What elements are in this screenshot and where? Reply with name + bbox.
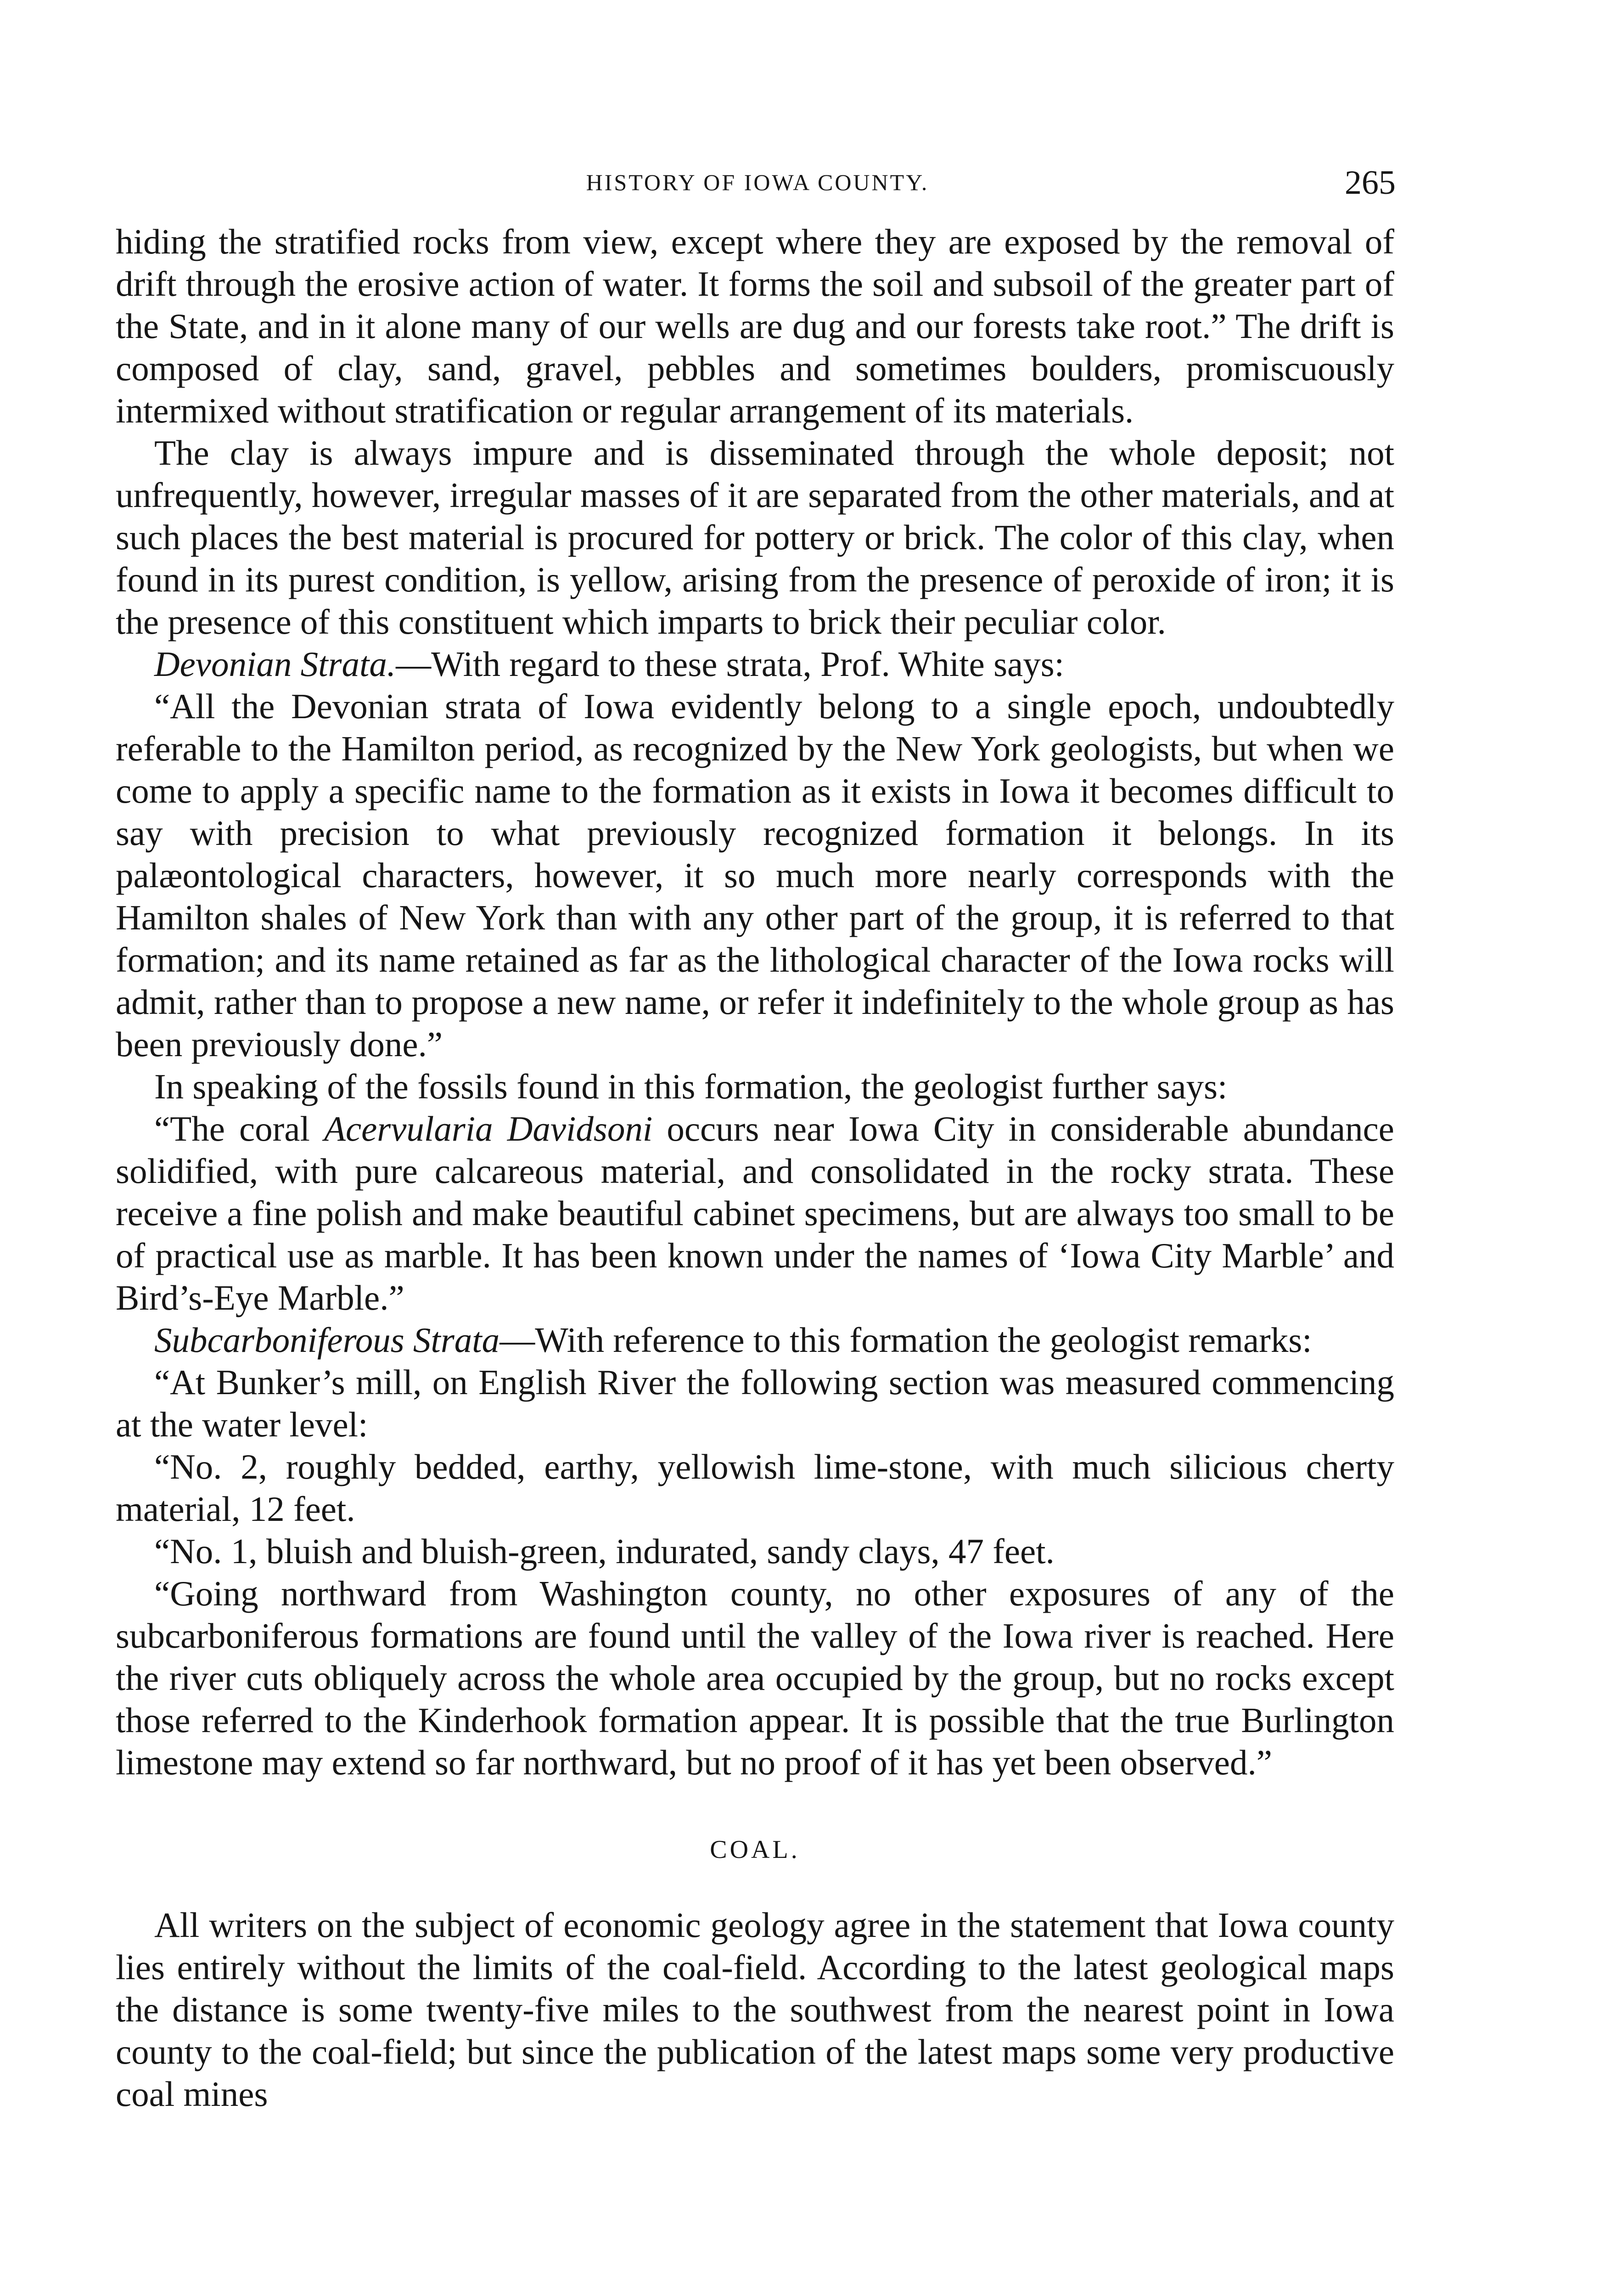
running-head [119,164,1396,206]
paragraph-section-no2: “No. 2, roughly bedded, earthy, yellowish lime-stone, with much silicious cherty material, 12 feet. [116,1447,1394,1529]
main-text [116,220,1394,2115]
subcarboniferous-intro-text: —With reference to this formation the geologist remarks: [499,1320,1312,1360]
running-title: HISTORY OF IOWA COUNTY. [586,169,929,195]
paragraph-bunkers-mill: “At Bunker’s mill, on English River the following section was measured commencing at the water level: [116,1362,1394,1444]
coral-quote-before: “The coral [154,1109,324,1148]
devonian-heading: Devonian Strata. [154,644,396,684]
paragraph-coral-quote [116,1108,1394,1319]
devonian-intro-text: —With regard to these strata, Prof. White says: [396,644,1065,684]
paragraph-clay: The clay is always impure and is disseminated through the whole deposit; not unfrequently, however, irregular masses of it are separated from the other materials, and at such places the best material is procured for pottery or brick. The color of this clay, when found in its purest condition, is yellow, arising from the presence of peroxide of iron; it is the presence of this constituent which imparts to brick their peculiar color. [116,433,1394,642]
paragraph-devonian-intro [116,643,1394,685]
coral-species-name: Acervularia Davidsoni [324,1109,653,1148]
paragraph-devonian-quote: “All the Devonian strata of Iowa evidently belong to a single epoch, undoubtedly referable to the Hamilton period, as recognized by the New York geologists, but when we come to apply a specific name to the formation as it exists in Iowa it becomes difficult to say with precision to what previously recognized formation it belongs. In its palæontological characters, however, it so much more nearly corresponds with the Hamilton shales of New York than with any other part of the group, it is referred to that formation; and its name retained as far as the lithological character of the Iowa rocks will admit, rather than to propose a new name, or refer it indefinitely to the whole group as has been previously done.” [116,687,1394,1064]
paragraph-coal: All writers on the subject of economic geology agree in the statement that Iowa county lies entirely without the limits of the coal-field. According to the latest geological maps the distance is some twenty-five miles to the southwest from the nearest point in Iowa county to the coal-field; but since the publication of the latest maps some very productive coal mines [116,1905,1394,2114]
section-heading-coal: COAL. [710,1835,800,1864]
paragraph-drift-continuation: hiding the stratified rocks from view, except where they are exposed by the removal of drift through the erosive action of water. It forms the soil and subsoil of the greater part of the State, and in it alone many of our wells are dug and our forests take root.” The drift is composed of clay, sand, gravel, pebbles and sometimes boulders, promiscuously intermixed without stratification or regular arrangement of its materials. [116,222,1394,430]
page-number: 265 [1345,164,1396,202]
paragraph-fossils-intro: In speaking of the fossils found in this formation, the geologist further says: [154,1067,1228,1106]
subcarboniferous-heading: Subcarboniferous Strata [154,1320,500,1360]
coral-quote-after: occurs near Iowa City in considerable abundance solidified, with pure calcareous material, and consolidated in the rocky strata. These receive a fine polish and make beautiful cabinet specimens, but are always too small to be of practical use as marble. It has been known under the names of ‘Iowa City Marble’ and Bird’s-Eye Marble.” [116,1109,1394,1317]
paragraph-going-northward: “Going northward from Washington county, no other exposures of any of the subcarboniferous formations are found until the valley of the Iowa river is reached. Here the river cuts obliquely across the whole area occupied by the group, but no rocks except those referred to the Kinderhook formation appear. It is possible that the true Burlington limestone may extend so far northward, but no proof of it has yet been observed.” [116,1574,1394,1782]
paragraph-subcarboniferous-intro [116,1319,1394,1361]
paragraph-section-no1: “No. 1, bluish and bluish-green, indurated, sandy clays, 47 feet. [154,1531,1055,1571]
